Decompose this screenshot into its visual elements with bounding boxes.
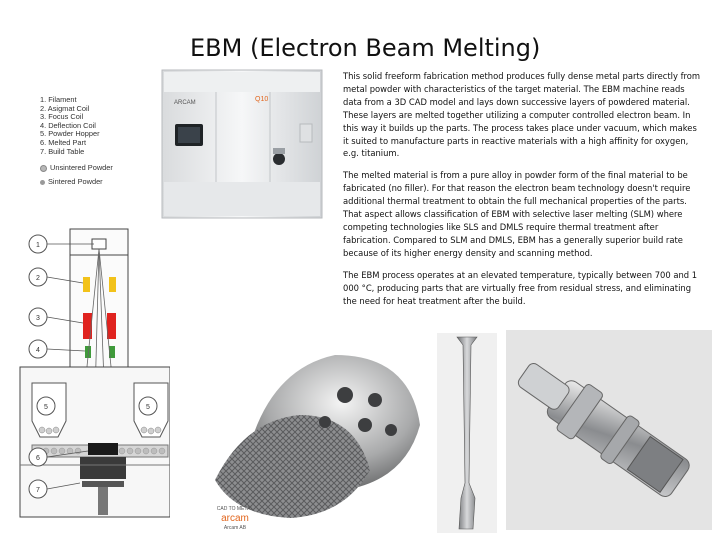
paragraph-3: The EBM process operates at an elevated temperature, typically between 700 and 1 000 °C, producing parts that are virtually free from residual stress, and eliminating the need for heat treatment after the build. (343, 269, 698, 306)
diagram-label-7: 7 (36, 487, 40, 494)
turbine-blade-image (437, 333, 497, 533)
body-text (343, 70, 705, 316)
legend-item-astigmat-coil: 2. Asigmat Coil (40, 103, 90, 113)
legend-sintered-label: Sintered Powder (48, 176, 103, 186)
melted-part-shape (88, 443, 118, 455)
slide-title: EBM (Electron Beam Melting) (190, 34, 541, 62)
unsintered-swatch-icon (40, 165, 47, 172)
legend-item-melted-part: 6. Melted Part (40, 137, 87, 147)
paragraph-1: This solid freeform fabrication method produces fully dense metal parts directly from metal powder with characteristics of the target material. The EBM machine reads data from a 3D CAD model and lays down successive layers of powdered material. These layers are melted together utilizing a computer controlled electron beam. In this way it builds up the parts. The process takes place under vacuum, which makes it suited to manufacture parts in reactive materials with a high affinity for oxygen, e.g. titanium. (343, 71, 701, 159)
paragraph-2: The melted material is from a pure alloy in powder form of the final material to be fabricated (no filler). For that reason the electron beam technology doesn't require additional thermal treatment to obtain the full mechanical properties of the parts. That aspect allows classification of EBM with selective laser melting (SLM) where competing technologies like SLS and DMLS require thermal treatment after fabrication. Compared to SLM and DMLS, EBM has a generally superior build rate because of its higher energy density and scanning method. (343, 170, 691, 258)
spindle-parts-image (506, 330, 712, 530)
astigmat-coil-right (109, 277, 116, 292)
astigmat-coil-left (83, 277, 90, 292)
ebm-process-diagram (10, 225, 170, 530)
diagram-label-5b: 5 (146, 404, 150, 411)
diagram-label-3: 3 (36, 315, 40, 322)
cup-logo-tagline: CAD TO METAL (216, 506, 254, 512)
legend-item-powder-hopper: 5. Powder Hopper (40, 129, 100, 139)
focus-coil-left (83, 313, 92, 339)
cup-logo-sub: Arcam AB (223, 525, 247, 530)
ebm-machine-image (160, 64, 330, 224)
cup-logo-name: arcam (221, 513, 249, 524)
diagram-label-5a: 5 (44, 404, 48, 411)
machine-model-text: Q10 (255, 96, 269, 103)
acetabular-cup-image (205, 330, 433, 530)
legend-item-filament: 1. Filament (40, 95, 77, 104)
legend-item-focus-coil: 3. Focus Coil (40, 112, 84, 122)
legend-unsintered (40, 164, 113, 173)
legend-unsintered-label: Unsintered Powder (50, 163, 113, 173)
diagram-label-1: 1 (36, 242, 40, 249)
legend-item-deflection-coil: 4. Deflection Coil (40, 120, 96, 130)
legend-item-build-table: 7. Build Table (40, 146, 85, 156)
diagram-label-4: 4 (36, 347, 40, 354)
diagram-label-6: 6 (36, 455, 40, 462)
sintered-swatch-icon (40, 180, 45, 185)
diagram-label-2: 2 (36, 275, 40, 282)
legend-sintered (40, 178, 113, 187)
focus-coil-right (107, 313, 116, 339)
diagram-legend (40, 96, 113, 186)
machine-brand-text: ARCAM (174, 100, 196, 106)
